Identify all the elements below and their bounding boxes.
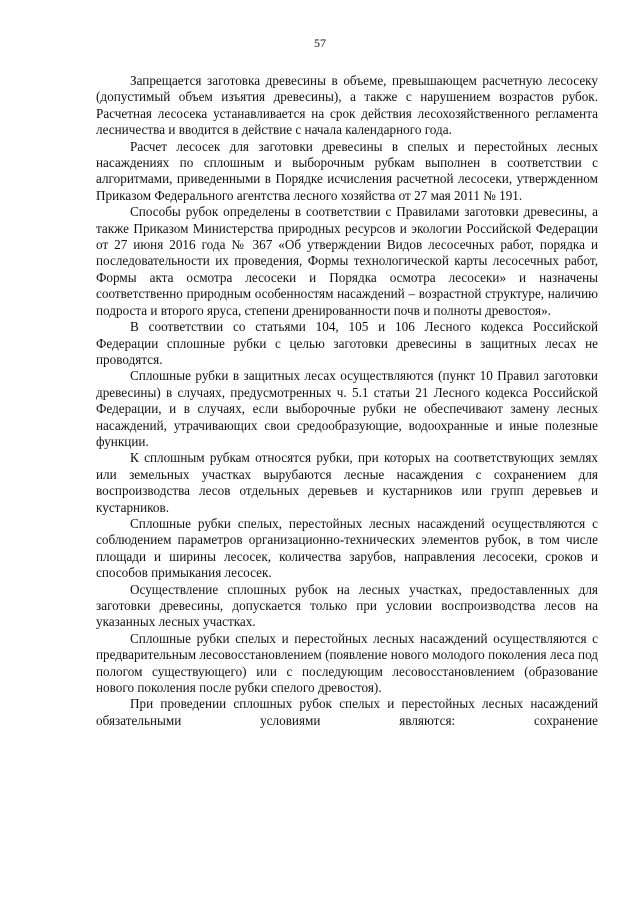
page-body <box>96 73 598 729</box>
paragraph-mandatory-conditions: При проведении сплошных рубок спелых и перестойных лесных насаждений обязательными условиями являются: сохранение <box>96 696 598 728</box>
page-number: 57 <box>314 36 326 50</box>
paragraph-harvest-restriction: Запрещается заготовка древесины в объеме, превышающем расчетную лесосеку (допустимый объем изъятия древесины), а также с нарушением возрастов рубок. Расчетная лесосека устанавливается на срок действия лесохозяйственного регламента лесничества и вводится в действие с начала календарного года. <box>96 73 598 138</box>
paragraph-cutting-methods: Способы рубок определены в соответствии с Правилами заготовки древесины, а также Приказом Министерства природных ресурсов и экологии Российской Федерации от 27 июня 2016 года № 367 «Об утверждении Видов лесосечных работ, порядка и последовательности их проведения, Формы технологической карты лесосечных работ, Формы акта осмотра лесосеки и Порядка осмотра лесосеки» и назначены соответственно природным особенностям насаждений – возрастной структуре, наличию подроста и второго яруса, степени дренированности почв и полноты древостоя». <box>96 204 598 318</box>
paragraph-clear-cutting-parameters: Сплошные рубки спелых, перестойных лесных насаждений осуществляются с соблюдением параметров организационно-технических элементов рубок, в том числе площади и ширины лесосек, количества зарубов, направления лесосеки, сроков и способов примыкания лесосек. <box>96 515 598 581</box>
paragraph-cutting-calculation: Расчет лесосек для заготовки древесины в спелых и перестойных лесных насаждениях по сплошным и выборочным рубкам выполнен в соответствии с алгоритмами, приведенными в Порядке исчисления расчетной лесосеки, утвержденном Приказом Федерального агентства лесного хозяйства от 27 мая 2011 № 191. <box>96 138 598 203</box>
paragraph-clear-cutting-definition: К сплошным рубкам относятся рубки, при которых на соответствующих землях или земельных участках вырубаются лесные насаждения с сохранением для воспроизводства лесов отдельных деревьев и кустарников или групп деревьев и кустарников. <box>96 450 598 515</box>
paragraph-reforestation: Сплошные рубки спелых и перестойных лесных насаждений осуществляются с предварительным лесовосстановлением (появление нового молодого поколения леса под пологом существующего) или с последующим лесовосстановлением (образование нового поколения после рубки спелого древостоя). <box>96 630 598 696</box>
paragraph-reproduction-condition: Осуществление сплошных рубок на лесных участках, предоставленных для заготовки древесины, допускается только при условии воспроизводства лесов на указанных лесных участках. <box>96 581 598 630</box>
paragraph-clear-cutting-cases: Сплошные рубки в защитных лесах осуществляются (пункт 10 Правил заготовки древесины) в случаях, предусмотренных ч. 5.1 статьи 21 Лесного кодекса Российской Федерации, и в случаях, если выборочные рубки не обеспечивают замену лесных насаждений, утрачивающих свои средообразующие, водоохранные и иные полезные функции. <box>96 368 598 449</box>
paragraph-protective-forests: В соответствии со статьями 104, 105 и 106 Лесного кодекса Российской Федерации сплошные рубки с целью заготовки древесины в защитных лесах не проводятся. <box>96 319 598 367</box>
